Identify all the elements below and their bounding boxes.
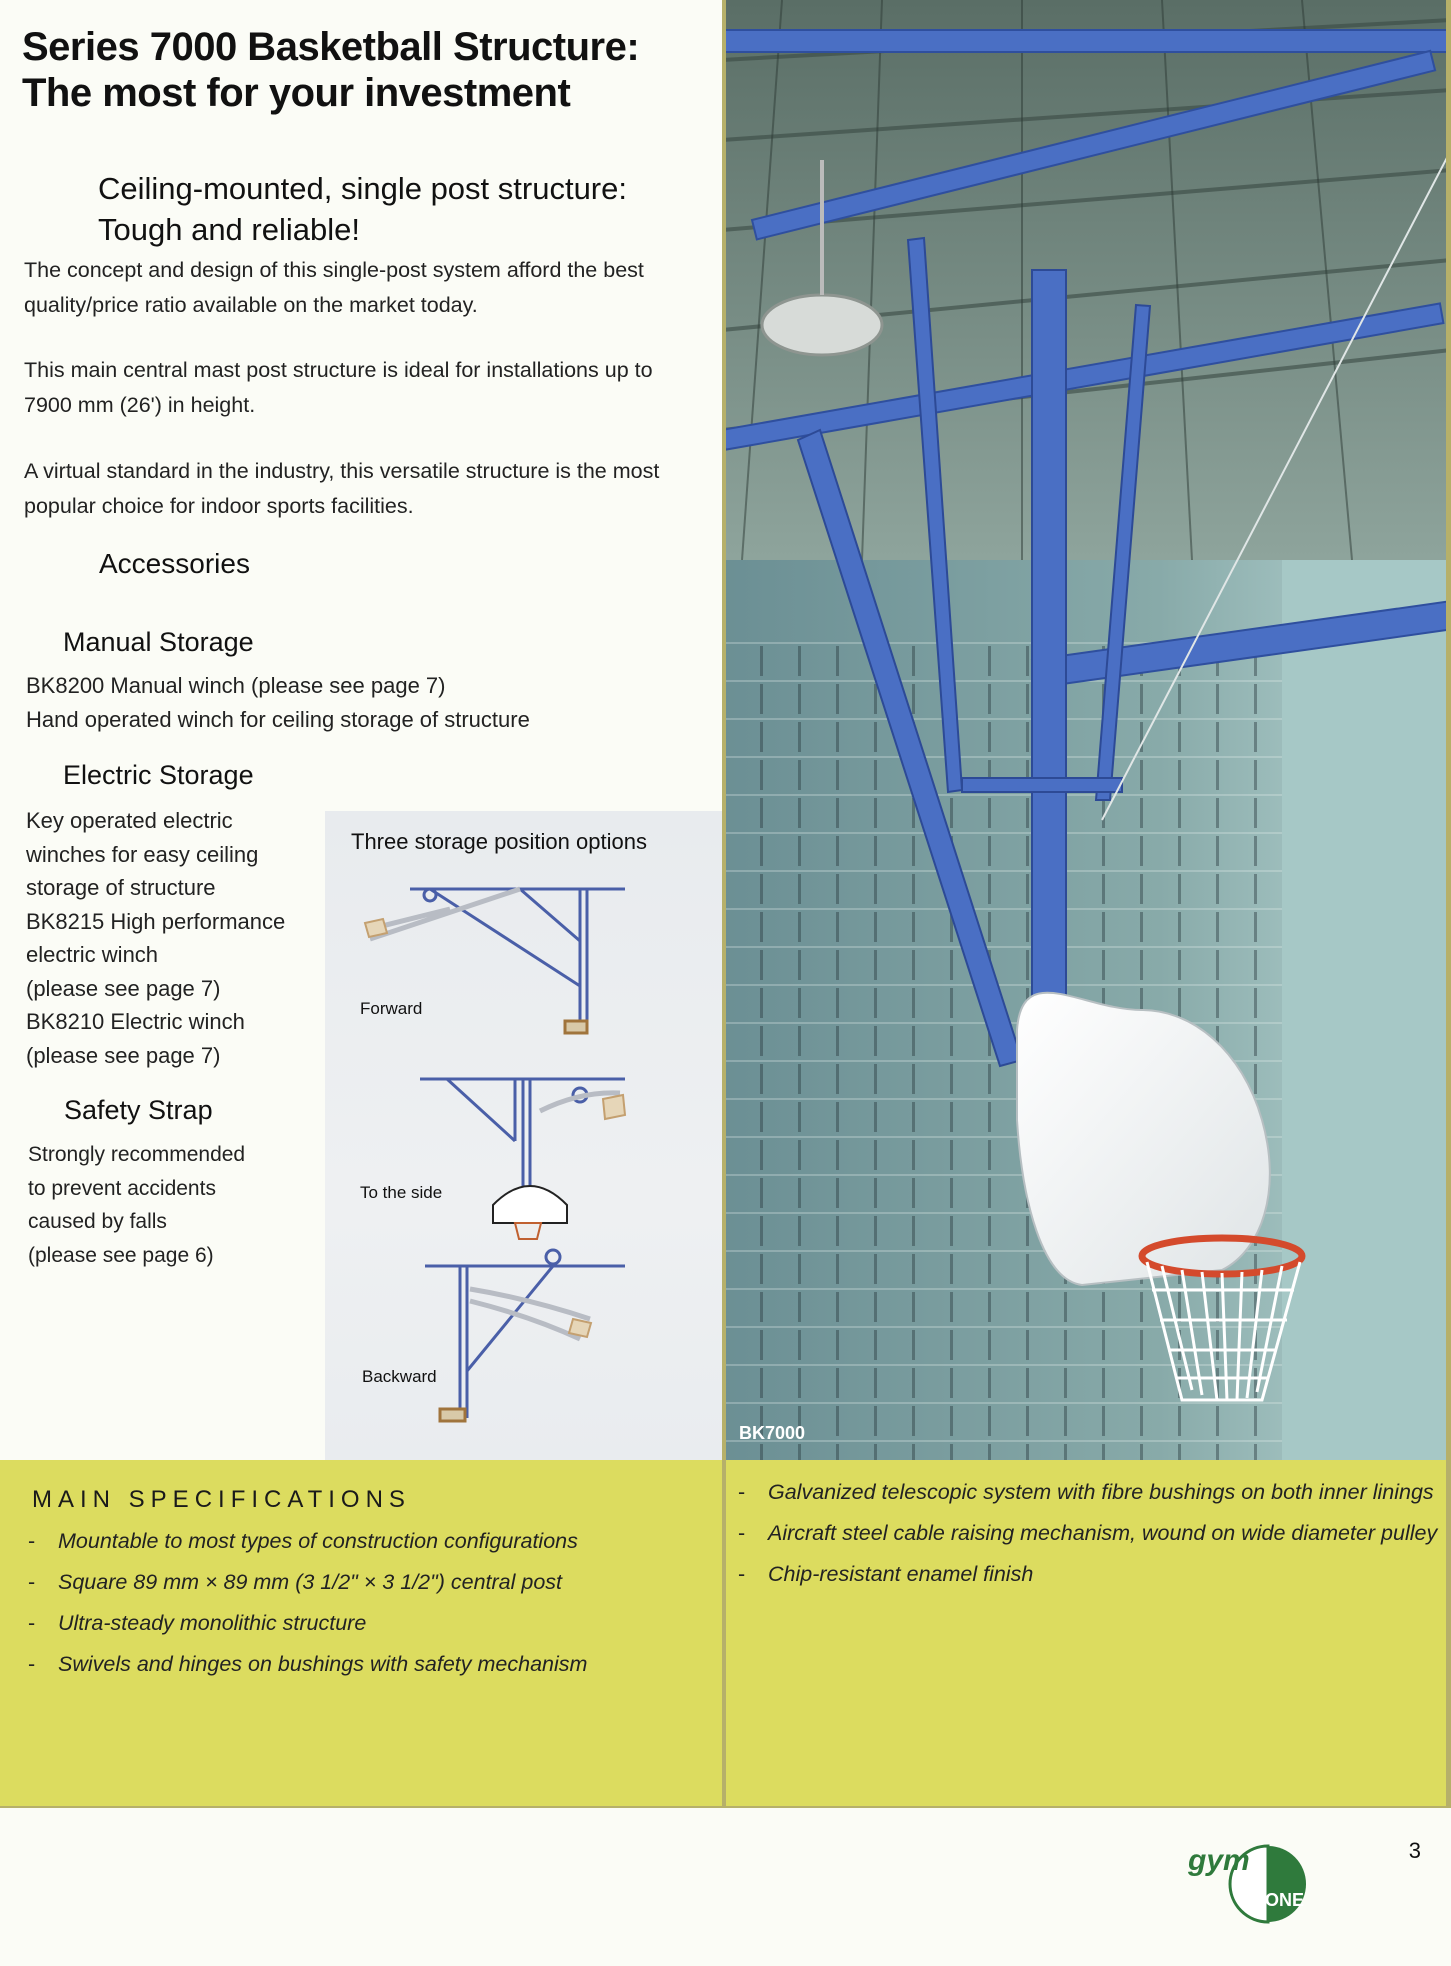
text-line: BK8215 High performance <box>26 908 286 934</box>
side-label: To the side <box>360 1183 443 1202</box>
electric-storage-heading: Electric Storage <box>63 760 254 790</box>
backward-diagram <box>425 1250 625 1421</box>
dash-marker: - <box>738 1480 746 1504</box>
product-code-label: BK7000 <box>739 1423 806 1443</box>
intro-paragraph-2 <box>24 353 653 423</box>
para-line: quality/price ratio available on the market today. <box>24 293 478 317</box>
intro-paragraph-3 <box>24 454 659 524</box>
forward-label: Forward <box>360 999 423 1018</box>
text-line: storage of structure <box>26 875 216 900</box>
subheading-line-2: Tough and reliable! <box>98 212 360 247</box>
side-diagram <box>420 1079 625 1239</box>
specs-title: MAIN SPECIFICATIONS <box>32 1486 411 1513</box>
spec-item <box>28 1644 587 1685</box>
left-column <box>0 0 722 1460</box>
text-line: (please see page 7) <box>26 1042 221 1068</box>
logo-text-top: gym <box>1188 1844 1250 1877</box>
spec-text: Ultra-steady monolithic structure <box>58 1611 367 1635</box>
title-line-2: The most for your investment <box>22 71 571 115</box>
dash-marker: - <box>28 1529 36 1553</box>
footer <box>0 1808 1451 1966</box>
intro-paragraph-1 <box>24 253 644 323</box>
page-title <box>22 24 639 116</box>
dash-marker: - <box>28 1570 36 1594</box>
para-line: A virtual standard in the industry, this versatile structure is the most <box>24 459 660 483</box>
diagram-title: Three storage position options <box>351 829 647 854</box>
electric-storage-text <box>26 804 285 1072</box>
text-line: winches for easy ceiling <box>26 841 259 867</box>
spec-text: Square 89 mm × 89 mm (3 1/2" × 3 1/2") central post <box>58 1570 563 1594</box>
spec-item <box>738 1472 1437 1513</box>
specs-list-left <box>28 1521 587 1685</box>
dash-marker: - <box>738 1562 746 1586</box>
spec-item <box>28 1521 587 1562</box>
safety-strap-heading: Safety Strap <box>64 1095 213 1125</box>
spec-item <box>28 1603 587 1644</box>
text-line: to prevent accidents <box>28 1176 216 1200</box>
para-line: The concept and design of this single-post system afford the best <box>24 258 644 282</box>
product-photo <box>722 0 1451 1460</box>
dash-marker: - <box>28 1611 36 1635</box>
title-line-1: Series 7000 Basketball Structure: <box>22 25 640 69</box>
logo-text-bottom: ZONE <box>1254 1890 1305 1910</box>
manual-storage-heading: Manual Storage <box>63 627 254 657</box>
text-line: electric winch <box>26 942 159 967</box>
dash-marker: - <box>28 1652 36 1676</box>
spec-text: Swivels and hinges on bushings with safety mechanism <box>58 1652 588 1676</box>
spec-text: Mountable to most types of construction configurations <box>58 1529 578 1553</box>
storage-diagram-panel <box>325 811 722 1461</box>
gym-photo-illustration <box>722 0 1451 1460</box>
para-line: 7900 mm (26') in height. <box>24 393 256 417</box>
manual-storage-text <box>26 669 530 736</box>
page-number: 3 <box>1408 1838 1421 1863</box>
safety-strap-text <box>28 1138 245 1272</box>
spec-item <box>738 1554 1437 1595</box>
para-line: popular choice for indoor sports facilities. <box>24 494 414 518</box>
right-border <box>1446 0 1451 1808</box>
text-line: Key operated electric <box>26 808 233 833</box>
para-line: This main central mast post structure is ideal for installations up to <box>24 358 653 382</box>
spec-item <box>28 1562 587 1603</box>
text-line: Strongly recommended <box>28 1143 246 1166</box>
spec-text: Galvanized telescopic system with fibre bushings on both inner linings <box>768 1480 1434 1504</box>
accessories-heading: Accessories <box>99 548 250 579</box>
text-line: (please see page 7) <box>26 975 221 1001</box>
specs-list-right <box>738 1472 1437 1595</box>
text-line: BK8210 Electric winch <box>26 1009 245 1034</box>
text-line: (please see page 6) <box>28 1243 214 1267</box>
storage-diagrams <box>325 811 722 1461</box>
spec-text: Chip-resistant enamel finish <box>768 1562 1034 1586</box>
text-line: BK8200 Manual winch (please see page 7) <box>26 673 446 698</box>
spec-item <box>738 1513 1437 1554</box>
column-divider <box>722 0 726 1808</box>
dash-marker: - <box>738 1521 746 1545</box>
gymzone-logo <box>1188 1838 1338 1928</box>
subheading-line-1: Ceiling-mounted, single post structure: <box>98 171 627 206</box>
text-line: caused by falls <box>28 1210 167 1233</box>
backward-label: Backward <box>362 1367 437 1386</box>
spec-text: Aircraft steel cable raising mechanism, wound on wide diameter pulley <box>768 1521 1438 1545</box>
text-line: Hand operated winch for ceiling storage of structure <box>26 706 530 732</box>
subheading <box>98 168 627 250</box>
